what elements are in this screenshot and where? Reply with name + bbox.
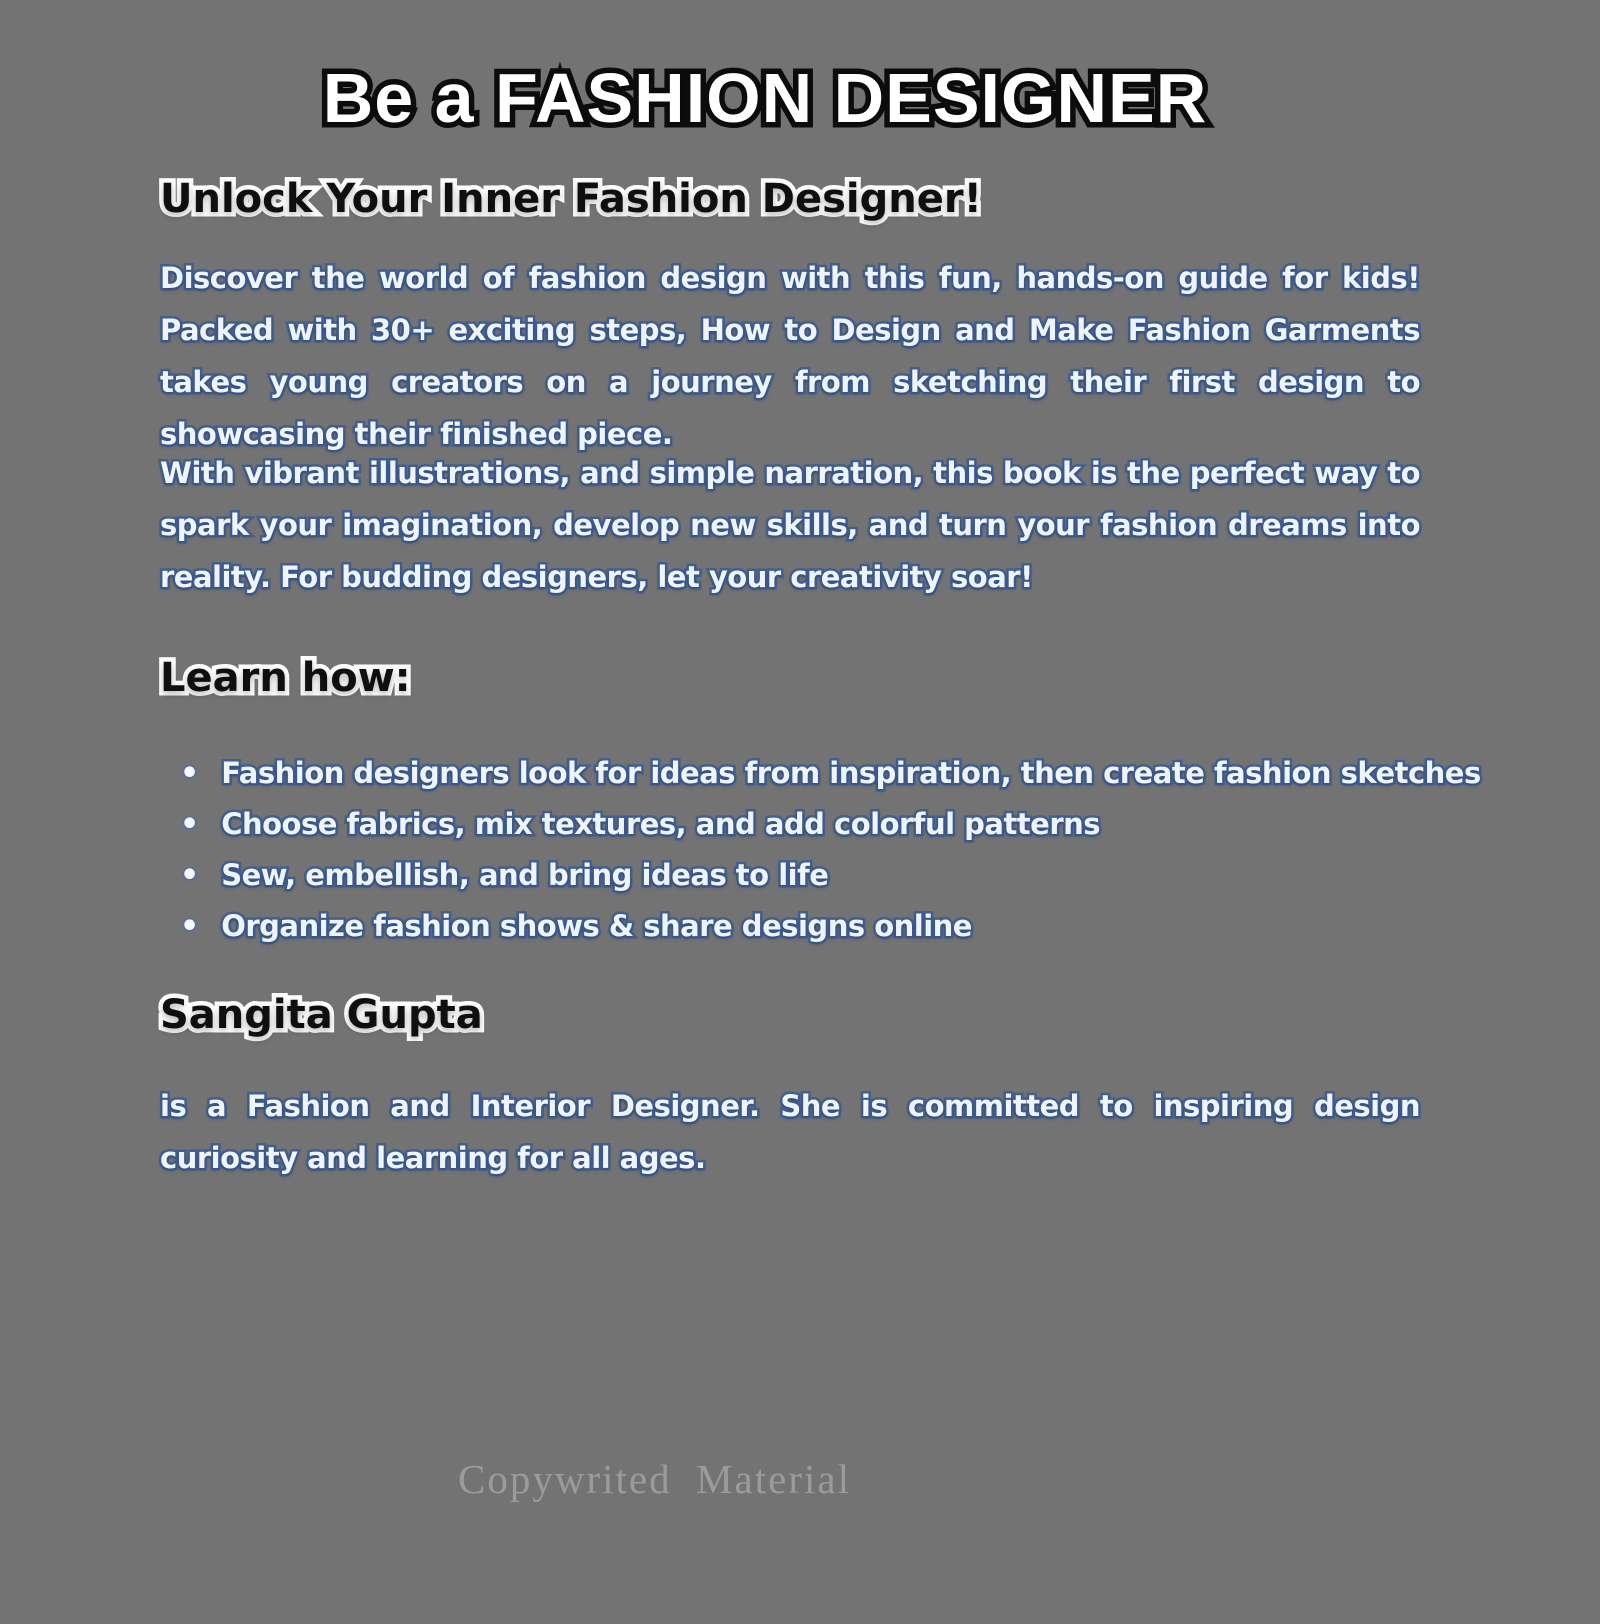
intro-paragraph: Discover the world of fashion design with this fun, hands-on guide for kids! Packed with 30+ exciting steps, How to Design and Make Fashion Garments takes young creators on a journey from sketching their first design to showcasing their finished piece. <box>160 261 1420 451</box>
list-item <box>180 799 1420 850</box>
bullet-icon: • <box>180 756 200 791</box>
features-paragraph: With vibrant illustrations, and simple narration, this book is the perfect way to spark your imagination, develop new skills, and turn your fashion dreams into reality. For budding designers, let your creativity soar! <box>160 456 1420 594</box>
learn-how-heading: Learn how: <box>160 655 411 701</box>
author-name-heading: Sangita Gupta <box>160 992 483 1038</box>
watermark-text: Copywrited Material <box>458 1456 851 1502</box>
list-item-text: Organize fashion shows & share designs online <box>221 909 972 943</box>
list-item-text: Sew, embellish, and bring ideas to life <box>221 858 829 892</box>
list-item <box>180 850 1420 901</box>
list-item <box>180 901 1420 952</box>
page-title: Be a FASHION DESIGNER <box>322 59 1208 137</box>
list-item-text: Fashion designers look for ideas from inspiration, then create fashion sketches <box>221 756 1481 790</box>
bullet-icon: • <box>180 858 200 893</box>
hook-heading: Unlock Your Inner Fashion Designer! <box>160 176 982 222</box>
bullet-icon: • <box>180 807 200 842</box>
list-item-text: Choose fabrics, mix textures, and add colorful patterns <box>221 807 1101 841</box>
learn-how-list <box>180 748 1481 952</box>
list-item <box>180 748 1481 799</box>
author-bio-paragraph: is a Fashion and Interior Designer. She is committed to inspiring design curiosity and learning for all ages. <box>160 1089 1420 1175</box>
bullet-icon: • <box>180 909 200 944</box>
